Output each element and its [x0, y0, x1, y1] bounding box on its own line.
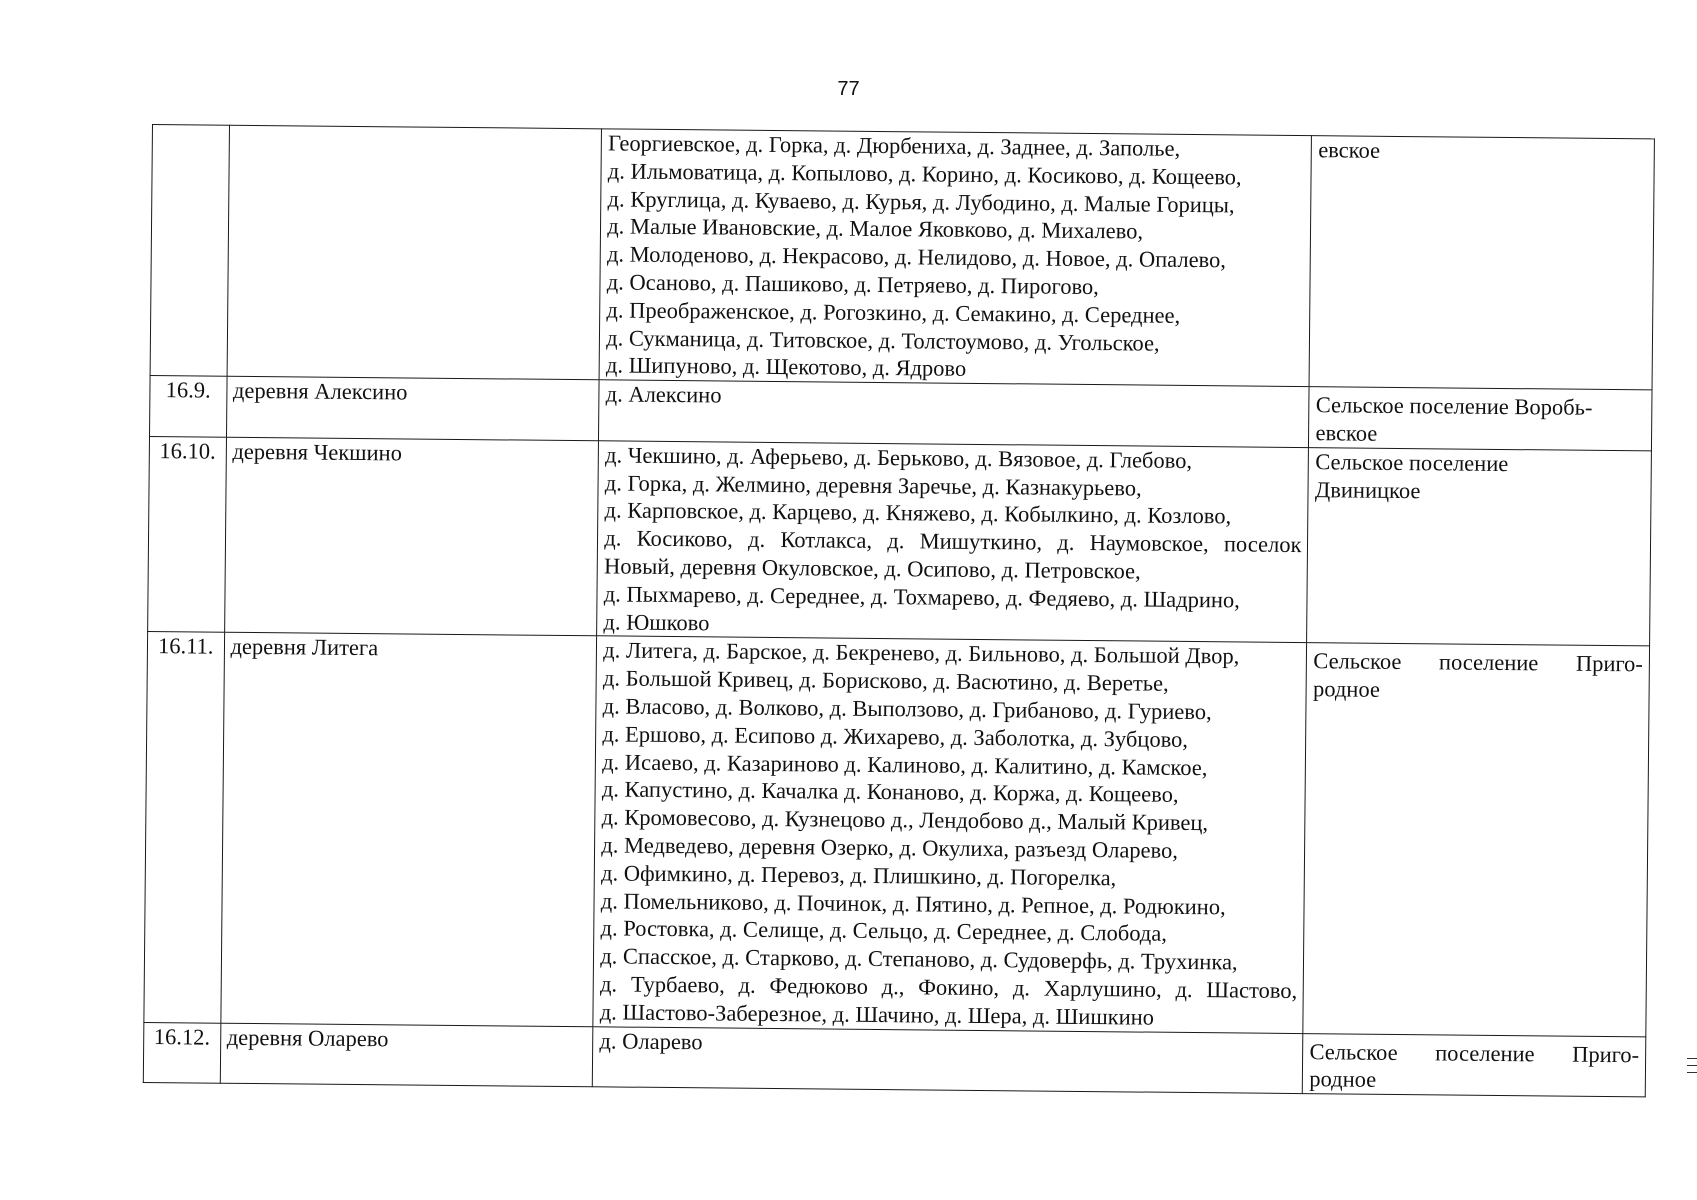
list-line: д. Кромовесово, д. Кузнецово д., Лендобово д., Малый Кривец,: [601, 804, 1209, 836]
list-line: д. Власово, д. Волково, д. Выползово, д. Грибаново, д. Гуриево,: [602, 693, 1212, 725]
list-line: д. Сукманица, д. Титовское, д. Толстоумово, д. Угольское,: [606, 324, 1160, 356]
settlement-line: Двиницкое: [1314, 476, 1421, 503]
list-line: д. Ростовка, д. Селище, д. Сельцо, д. Середнее, д. Слобода,: [600, 915, 1168, 947]
margin-tick: [1687, 1065, 1697, 1066]
page-number: 77: [837, 78, 860, 100]
list-line: д. Спасское, д. Старково, д. Степаново, д. Судоверфь, д. Трухинка,: [600, 943, 1238, 975]
list-line: д. Медведево, деревня Озерко, д. Окулиха, разъезд Оларево,: [601, 832, 1179, 863]
list-line: д. Преображенское, д. Рогозкино, д. Семакино, д. Середнее,: [606, 297, 1181, 328]
row-name: деревня Оларево: [220, 1023, 593, 1087]
localities-list: [599, 380, 1310, 447]
settlement-cell: [1303, 643, 1649, 1036]
settlement-line: Сельское поселение: [1315, 448, 1509, 476]
settlement-cell: [1307, 447, 1651, 646]
margin-tick: [1687, 1058, 1697, 1059]
row-name: деревня Чекшино: [224, 437, 599, 636]
margin-tick: [1687, 1072, 1697, 1073]
row-number: 16.11.: [144, 632, 224, 1023]
localities-list: [597, 441, 1309, 643]
list-line: д. Круглица, д. Куваево, д. Курья, д. Лубодино, д. Малые Горицы,: [607, 185, 1235, 217]
list-line: д. Алексино: [605, 381, 722, 408]
settlement-line: Сельское поселение Приго-: [1309, 1038, 1640, 1067]
settlement-cell: [1303, 1033, 1646, 1097]
list-line: д. Карповское, д. Карцево, д. Княжево, д. Кобылкино, д. Козлово,: [604, 497, 1232, 529]
settlement-line: Сельское поселение Воробь-: [1315, 392, 1593, 421]
settlement-line: евское: [1315, 420, 1378, 446]
list-line: д. Горка, д. Желмино, деревня Заречье, д. Казнакурьево,: [604, 469, 1142, 501]
list-line: д. Большой Кривец, д. Борисково, д. Васютино, д. Веретье,: [602, 665, 1169, 696]
list-line: д. Офимкино, д. Перевоз, д. Плишкино, д. Погорелка,: [600, 860, 1117, 891]
settlement-cell: [1309, 136, 1654, 390]
row-number: 16.12.: [143, 1022, 220, 1083]
list-line: Георгиевское, д. Горка, д. Дюрбениха, д. Заднее, д. Заполье,: [607, 130, 1181, 161]
row-name: [227, 125, 602, 380]
row-number: [150, 125, 229, 377]
table-row: [148, 436, 1652, 646]
row-number: 16.10.: [148, 436, 226, 632]
list-line: д. Оларево: [599, 1027, 703, 1054]
settlement-line: родное: [1309, 1066, 1377, 1093]
list-line: Новый, деревня Окуловское, д. Осипово, д. Петровское,: [603, 553, 1141, 584]
list-line: д. Косиково, д. Котлакса, д. Мишуткино, д. Наумовское, поселок: [604, 525, 1302, 558]
settlement-line: родное: [1312, 676, 1381, 702]
localities-list: [593, 636, 1307, 1033]
settlement-cell: [1309, 387, 1652, 451]
localities-list: [599, 129, 1312, 387]
table-row: [150, 125, 1654, 391]
settlement-line: Сельское поселение Приго-: [1313, 648, 1644, 677]
list-line: д. Пыхмарево, д. Середнее, д. Тохмарево, д. Федяево, д. Шадрино,: [603, 581, 1241, 613]
localities-list: [593, 1026, 1304, 1093]
list-line: д. Исаево, д. Казариново д. Калиново, д. Калитино, д. Камское,: [602, 748, 1208, 780]
list-line: д. Молоденово, д. Некрасово, д. Нелидово, д. Новое, д. Опалево,: [606, 241, 1227, 273]
list-line: д. Ильмоватица, д. Копылово, д. Корино, д. Косиково, д. Кощеево,: [607, 158, 1242, 190]
list-line: д. Капустино, д. Качалка д. Конаново, д. Коржа, д. Кощеево,: [601, 776, 1179, 808]
list-line: д. Литега, д. Барское, д. Бекренево, д. Бильново, д. Большой Двор,: [603, 637, 1240, 669]
list-line: д. Осаново, д. Пашиково, д. Петряево, д. Пирогово,: [606, 269, 1099, 300]
row-name: деревня Литега: [220, 633, 596, 1027]
list-line: д. Чекшино, д. Аферьево, д. Берьково, д. Вязовое, д. Глебово,: [604, 442, 1193, 473]
list-line: д. Ершово, д. Есипово д. Жихарево, д. Заболотка, д. Зубцово,: [602, 721, 1189, 752]
list-line: д. Турбаево, д. Федюково д., Фокино, д. Харлушино, д. Шастово,: [599, 971, 1298, 1003]
list-line: д. Помельниково, д. Починок, д. Пятино, д. Репное, д. Родюкино,: [600, 887, 1226, 919]
table-row: [144, 632, 1650, 1037]
list-line: д. Шастово-Заберезное, д. Шачино, д. Шера, д. Шишкино: [599, 999, 1155, 1030]
settlements-table: [143, 124, 1655, 1097]
binding-margin-marks: [1687, 1058, 1697, 1079]
row-number: 16.9.: [150, 376, 227, 437]
list-line: д. Шипуново, д. Щекотово, д. Ядрово: [605, 352, 967, 382]
list-line: д. Юшково: [603, 608, 710, 635]
list-line: д. Малые Ивановские, д. Малое Яковково, д. Михалево,: [607, 213, 1144, 244]
settlement-line: евское: [1318, 137, 1381, 163]
row-name: деревня Алексино: [226, 376, 599, 440]
